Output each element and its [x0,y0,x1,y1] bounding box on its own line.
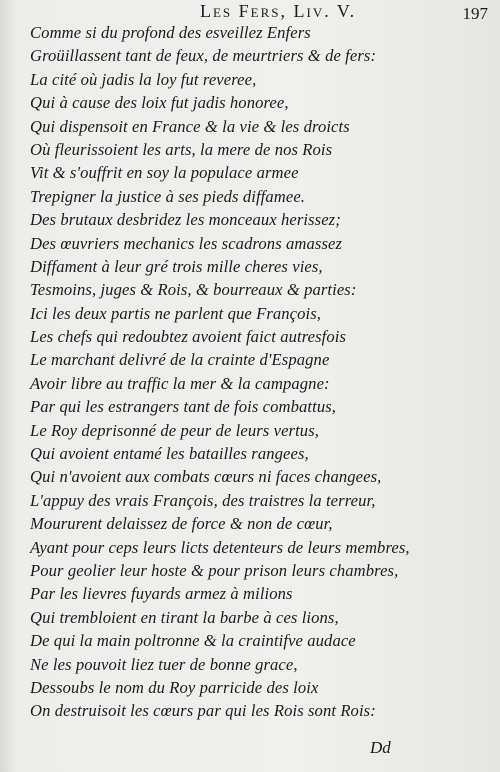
verse-line: De qui la main poltronne & la craintifve audace [30,631,356,651]
verse-line: Où fleurissoient les arts, la mere de nos Rois [30,139,333,159]
verse-line: Qui n'avoient aux combats cœurs ni faces changees, [30,467,382,487]
verse-line: Qui avoient entamé les batailles rangees, [30,444,309,464]
catchword: Dd [370,738,391,757]
verse-block [30,21,495,723]
verse-line: Ici les deux partis ne parlent que François, [30,303,322,323]
verse-line: Le Roy deprisonné de peur de leurs vertus, [30,420,319,440]
verse-line: Qui dispensoit en France & la vie & les droicts [30,116,350,136]
verse-line: Par les lievres fuyards armez à milions [30,584,293,604]
verse-line: Le marchant delivré de la crainte d'Espagne [30,350,330,370]
verse-line: Vit & s'ouffrit en soy la populace armee [30,163,299,183]
verse-line: Dessoubs le nom du Roy parricide des loix [30,677,319,697]
verse-line: Les chefs qui redoubtez avoient faict autresfois [30,327,347,347]
verse-line: L'appuy des vrais François, des traistres la terreur, [30,490,376,510]
verse-line: Diffament à leur gré trois mille cheres vies, [30,256,323,276]
verse-line: La cité où jadis la loy fut reveree, [30,69,257,89]
verse-line: Des brutaux desbridez les monceaux herissez; [30,210,341,230]
running-head: Les Fers, Liv. V. [200,1,357,21]
verse-line: Pour geolier leur hoste & pour prison leurs chambres, [30,560,399,580]
verse-line: Trepigner la justice à ses pieds diffamee. [30,186,306,206]
verse-line: On destruisoit les cœurs par qui les Rois sont Rois: [30,701,376,721]
verse-line: Groüillassent tant de feux, de meurtriers & de fers: [30,46,377,66]
verse-line: Ayant pour ceps leurs licts detenteurs de leurs membres, [30,537,410,557]
page-number: 197 [462,4,488,23]
verse-line: Comme si du profond des esveillez Enfers [30,23,311,42]
verse-line: Qui à cause des loix fut jadis honoree, [30,93,289,113]
verse-line: Tesmoins, juges & Rois, & bourreaux & parties: [30,280,357,300]
verse-line: Moururent delaissez de force & non de cœur, [30,514,333,534]
verse-line: Avoir libre au traffic la mer & la campagne: [30,373,330,393]
verse-line: Ne les pouvoit liez tuer de bonne grace, [30,654,298,674]
verse-line: Qui trembloient en tirant la barbe à ces lions, [30,607,339,627]
verse-line: Des œuvriers mechanics les scadrons amassez [30,233,343,253]
verse-line: Par qui les estrangers tant de fois combattus, [30,397,337,417]
